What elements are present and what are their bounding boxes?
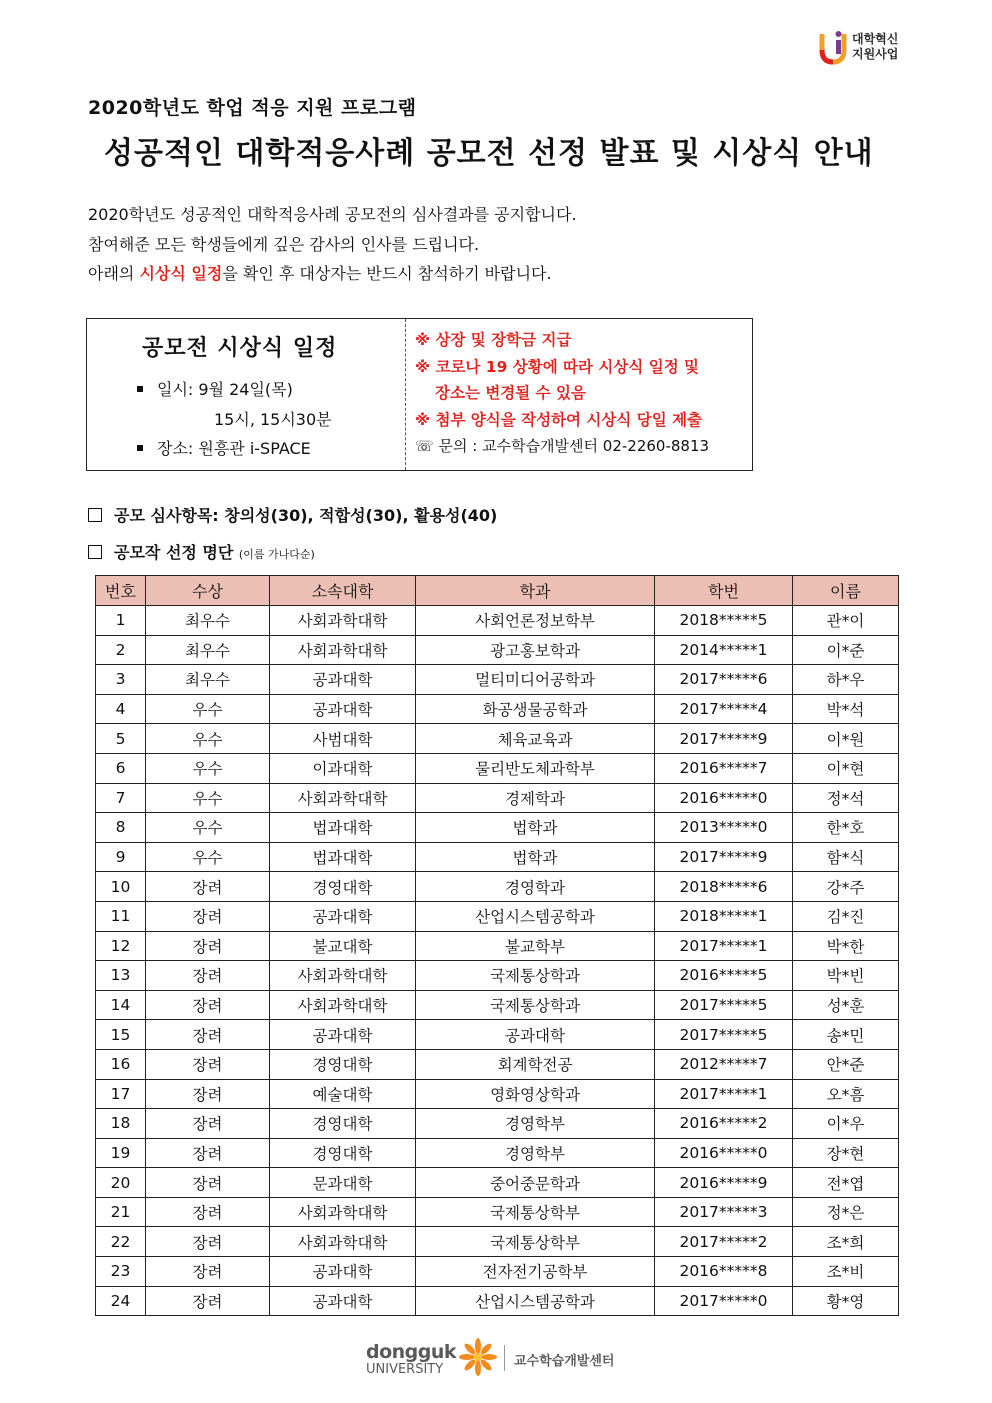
table-row (96, 753, 899, 783)
intro-line-3-pre: 아래의 (88, 264, 140, 283)
cell-name: 김*진 (793, 901, 899, 931)
criteria-text: 공모 심사항목: 창의성(30), 적합성(30), 활용성(40) (114, 506, 498, 525)
bullet-icon (137, 386, 143, 392)
table-row (96, 1109, 899, 1139)
cell-award: 장려 (146, 1020, 270, 1050)
cell-department: 국제통상학부 (416, 1227, 655, 1257)
program-subtitle: 2020학년도 학업 적응 지원 프로그램 (88, 97, 417, 119)
cell-name: 함*식 (793, 842, 899, 872)
cell-college: 공과대학 (270, 1020, 416, 1050)
winners-heading: 공모작 선정 명단 (114, 543, 234, 562)
cell-number: 5 (96, 724, 146, 754)
cell-department: 광고홍보학과 (416, 635, 655, 665)
schedule-date-text: 일시: 9월 24일(목) (157, 380, 293, 399)
cell-number: 19 (96, 1138, 146, 1168)
table-row (96, 931, 899, 961)
cell-name: 전*엽 (793, 1168, 899, 1198)
table-row (96, 1020, 899, 1050)
cell-department: 경영학과 (416, 872, 655, 902)
table-row (96, 1286, 899, 1316)
cell-college: 문과대학 (270, 1168, 416, 1198)
cell-number: 20 (96, 1168, 146, 1198)
cell-name: 성*훈 (793, 990, 899, 1020)
note-covid-cont: 장소는 변경될 수 있음 (435, 384, 586, 402)
cell-student-id: 2017*****1 (655, 1079, 793, 1109)
cell-award: 장려 (146, 931, 270, 961)
table-row (96, 961, 899, 991)
cell-award: 우수 (146, 813, 270, 843)
cell-name: 이*우 (793, 1109, 899, 1139)
cell-number: 23 (96, 1257, 146, 1287)
header-number: 번호 (96, 576, 146, 606)
cell-department: 경제학과 (416, 783, 655, 813)
cell-student-id: 2017*****9 (655, 842, 793, 872)
cell-name: 관*이 (793, 606, 899, 636)
ceremony-schedule-highlight: 시상식 일정 (139, 264, 223, 283)
cell-college: 사회과학대학 (270, 990, 416, 1020)
cell-number: 17 (96, 1079, 146, 1109)
cell-number: 15 (96, 1020, 146, 1050)
footer-divider (504, 1345, 505, 1371)
cell-student-id: 2017*****4 (655, 694, 793, 724)
cell-college: 사회과학대학 (270, 635, 416, 665)
cell-student-id: 2016*****0 (655, 1138, 793, 1168)
cell-number: 13 (96, 961, 146, 991)
lotus-logo-icon (458, 1337, 498, 1377)
checkbox-square-icon (88, 508, 102, 522)
cell-number: 11 (96, 901, 146, 931)
criteria-section (88, 503, 497, 526)
ceremony-schedule-box (86, 318, 753, 471)
cell-number: 8 (96, 813, 146, 843)
schedule-date (137, 377, 293, 400)
innovation-logo-icon (818, 26, 848, 68)
cell-college: 법과대학 (270, 813, 416, 843)
table-row (96, 1049, 899, 1079)
cell-college: 사회과학대학 (270, 1197, 416, 1227)
footer-logo (366, 1335, 636, 1379)
cell-award: 장려 (146, 901, 270, 931)
cell-student-id: 2017*****2 (655, 1227, 793, 1257)
cell-student-id: 2016*****2 (655, 1109, 793, 1139)
cell-college: 예술대학 (270, 1079, 416, 1109)
cell-department: 국제통상학과 (416, 990, 655, 1020)
cell-college: 사범대학 (270, 724, 416, 754)
note-attachment: ※ 첨부 양식을 작성하여 시상식 당일 제출 (415, 410, 703, 429)
winners-note: (이름 가나다순) (238, 548, 315, 561)
winners-table (95, 575, 899, 1316)
cell-student-id: 2017*****6 (655, 665, 793, 695)
table-row (96, 1227, 899, 1257)
cell-number: 12 (96, 931, 146, 961)
cell-name: 송*민 (793, 1020, 899, 1050)
table-body (96, 606, 899, 1316)
cell-award: 우수 (146, 694, 270, 724)
table-row (96, 872, 899, 902)
cell-student-id: 2016*****0 (655, 783, 793, 813)
cell-award: 최우수 (146, 635, 270, 665)
cell-number: 22 (96, 1227, 146, 1257)
cell-college: 경영대학 (270, 1049, 416, 1079)
cell-award: 우수 (146, 783, 270, 813)
table-row (96, 1138, 899, 1168)
cell-student-id: 2017*****5 (655, 990, 793, 1020)
table-row (96, 1079, 899, 1109)
cell-name: 조*비 (793, 1257, 899, 1287)
cell-department: 국제통상학부 (416, 1197, 655, 1227)
table-row (96, 724, 899, 754)
bullet-icon (137, 445, 143, 451)
cell-department: 국제통상학과 (416, 961, 655, 991)
cell-student-id: 2017*****0 (655, 1286, 793, 1316)
cell-name: 강*주 (793, 872, 899, 902)
note-covid: ※ 코로나 19 상황에 따라 시상식 일정 및 (415, 357, 700, 376)
cell-award: 최우수 (146, 665, 270, 695)
cell-name: 이*원 (793, 724, 899, 754)
cell-college: 사회과학대학 (270, 961, 416, 991)
cell-college: 사회과학대학 (270, 783, 416, 813)
header-college: 소속대학 (270, 576, 416, 606)
cell-college: 공과대학 (270, 694, 416, 724)
cell-department: 법학과 (416, 813, 655, 843)
cell-department: 중어중문학과 (416, 1168, 655, 1198)
intro-line-3-post: 을 확인 후 대상자는 반드시 참석하기 바랍니다. (222, 264, 552, 283)
cell-award: 장려 (146, 1138, 270, 1168)
cell-number: 16 (96, 1049, 146, 1079)
cell-award: 우수 (146, 842, 270, 872)
cell-department: 멀티미디어공학과 (416, 665, 655, 695)
cell-student-id: 2013*****0 (655, 813, 793, 843)
cell-college: 법과대학 (270, 842, 416, 872)
cell-student-id: 2018*****5 (655, 606, 793, 636)
cell-student-id: 2017*****9 (655, 724, 793, 754)
cell-department: 공과대학 (416, 1020, 655, 1050)
cell-award: 장려 (146, 961, 270, 991)
cell-department: 경영학부 (416, 1109, 655, 1139)
intro-text (88, 200, 577, 289)
cell-number: 24 (96, 1286, 146, 1316)
logo-line-2: 지원사업 (852, 47, 899, 61)
cell-award: 장려 (146, 1049, 270, 1079)
dongguk-wordmark: dongguk (366, 1341, 457, 1363)
center-name: 교수학습개발센터 (514, 1354, 615, 1369)
cell-number: 18 (96, 1109, 146, 1139)
cell-college: 경영대학 (270, 1109, 416, 1139)
cell-name: 박*석 (793, 694, 899, 724)
cell-department: 산업시스템공학과 (416, 901, 655, 931)
cell-name: 안*준 (793, 1049, 899, 1079)
header-name: 이름 (793, 576, 899, 606)
cell-number: 6 (96, 753, 146, 783)
cell-name: 이*준 (793, 635, 899, 665)
table-row (96, 783, 899, 813)
cell-department: 물리반도체과학부 (416, 753, 655, 783)
cell-college: 사회과학대학 (270, 1227, 416, 1257)
header-award: 수상 (146, 576, 270, 606)
cell-name: 오*흠 (793, 1079, 899, 1109)
cell-college: 이과대학 (270, 753, 416, 783)
cell-college: 공과대학 (270, 901, 416, 931)
cell-name: 조*희 (793, 1227, 899, 1257)
cell-student-id: 2012*****7 (655, 1049, 793, 1079)
cell-department: 산업시스템공학과 (416, 1286, 655, 1316)
table-row (96, 665, 899, 695)
cell-number: 2 (96, 635, 146, 665)
cell-award: 장려 (146, 1109, 270, 1139)
cell-award: 장려 (146, 1168, 270, 1198)
cell-department: 화공생물공학과 (416, 694, 655, 724)
logo-line-1: 대학혁신 (852, 32, 899, 46)
cell-award: 우수 (146, 753, 270, 783)
cell-student-id: 2016*****5 (655, 961, 793, 991)
table-row (96, 842, 899, 872)
cell-award: 장려 (146, 1227, 270, 1257)
cell-award: 장려 (146, 1197, 270, 1227)
header-department: 학과 (416, 576, 655, 606)
cell-college: 경영대학 (270, 1138, 416, 1168)
cell-department: 회계학전공 (416, 1049, 655, 1079)
cell-name: 이*현 (793, 753, 899, 783)
cell-number: 1 (96, 606, 146, 636)
cell-college: 사회과학대학 (270, 606, 416, 636)
schedule-place-text: 장소: 원흥관 i-SPACE (157, 439, 311, 458)
cell-department: 영화영상학과 (416, 1079, 655, 1109)
header-student-id: 학번 (655, 576, 793, 606)
winners-section (88, 540, 315, 563)
cell-award: 우수 (146, 724, 270, 754)
intro-line-2: 참여해준 모든 학생들에게 깊은 감사의 인사를 드립니다. (88, 234, 480, 254)
cell-college: 공과대학 (270, 1257, 416, 1287)
cell-award: 장려 (146, 1257, 270, 1287)
intro-line-3 (88, 259, 577, 289)
page-title: 성공적인 대학적응사례 공모전 선정 발표 및 시상식 안내 (104, 136, 874, 171)
intro-line-1: 2020학년도 성공적인 대학적응사례 공모전의 심사결과를 공지합니다. (88, 205, 577, 224)
cell-name: 박*한 (793, 931, 899, 961)
cell-student-id: 2016*****9 (655, 1168, 793, 1198)
cell-name: 정*은 (793, 1197, 899, 1227)
cell-number: 9 (96, 842, 146, 872)
table-row (96, 813, 899, 843)
table-row (96, 635, 899, 665)
cell-student-id: 2017*****1 (655, 931, 793, 961)
note-award: ※ 상장 및 장학금 지급 (415, 331, 572, 349)
cell-student-id: 2016*****8 (655, 1257, 793, 1287)
schedule-time: 15시, 15시30분 (214, 410, 332, 429)
cell-college: 경영대학 (270, 872, 416, 902)
cell-name: 장*현 (793, 1138, 899, 1168)
table-row (96, 1168, 899, 1198)
cell-student-id: 2018*****6 (655, 872, 793, 902)
cell-number: 7 (96, 783, 146, 813)
university-innovation-logo (818, 22, 918, 72)
cell-award: 장려 (146, 990, 270, 1020)
schedule-title: 공모전 시상식 일정 (142, 336, 338, 361)
checkbox-square-icon (88, 545, 102, 559)
cell-student-id: 2014*****1 (655, 635, 793, 665)
cell-name: 박*빈 (793, 961, 899, 991)
cell-name: 한*호 (793, 813, 899, 843)
table-row (96, 1257, 899, 1287)
cell-name: 하*우 (793, 665, 899, 695)
cell-number: 10 (96, 872, 146, 902)
table-header-row (96, 576, 899, 606)
cell-college: 불교대학 (270, 931, 416, 961)
cell-award: 장려 (146, 872, 270, 902)
cell-department: 전자전기공학부 (416, 1257, 655, 1287)
cell-student-id: 2018*****1 (655, 901, 793, 931)
cell-department: 불교학부 (416, 931, 655, 961)
schedule-place (137, 436, 311, 459)
cell-department: 법학과 (416, 842, 655, 872)
cell-name: 정*석 (793, 783, 899, 813)
cell-number: 4 (96, 694, 146, 724)
cell-name: 황*영 (793, 1286, 899, 1316)
cell-award: 장려 (146, 1079, 270, 1109)
cell-department: 경영학부 (416, 1138, 655, 1168)
cell-award: 장려 (146, 1286, 270, 1316)
table-row (96, 694, 899, 724)
cell-student-id: 2017*****5 (655, 1020, 793, 1050)
cell-department: 체육교육과 (416, 724, 655, 754)
cell-college: 공과대학 (270, 1286, 416, 1316)
table-row (96, 1197, 899, 1227)
cell-number: 21 (96, 1197, 146, 1227)
table-row (96, 990, 899, 1020)
schedule-details (87, 319, 406, 470)
table-row (96, 901, 899, 931)
schedule-notes (415, 327, 709, 460)
cell-college: 공과대학 (270, 665, 416, 695)
cell-number: 14 (96, 990, 146, 1020)
university-wordmark: UNIVERSITY (366, 1362, 444, 1377)
table-row (96, 606, 899, 636)
cell-student-id: 2016*****7 (655, 753, 793, 783)
cell-award: 최우수 (146, 606, 270, 636)
cell-student-id: 2017*****3 (655, 1197, 793, 1227)
contact-info: ☏ 문의 : 교수학습개발센터 02-2260-8813 (415, 437, 710, 455)
cell-department: 사회언론정보학부 (416, 606, 655, 636)
cell-number: 3 (96, 665, 146, 695)
